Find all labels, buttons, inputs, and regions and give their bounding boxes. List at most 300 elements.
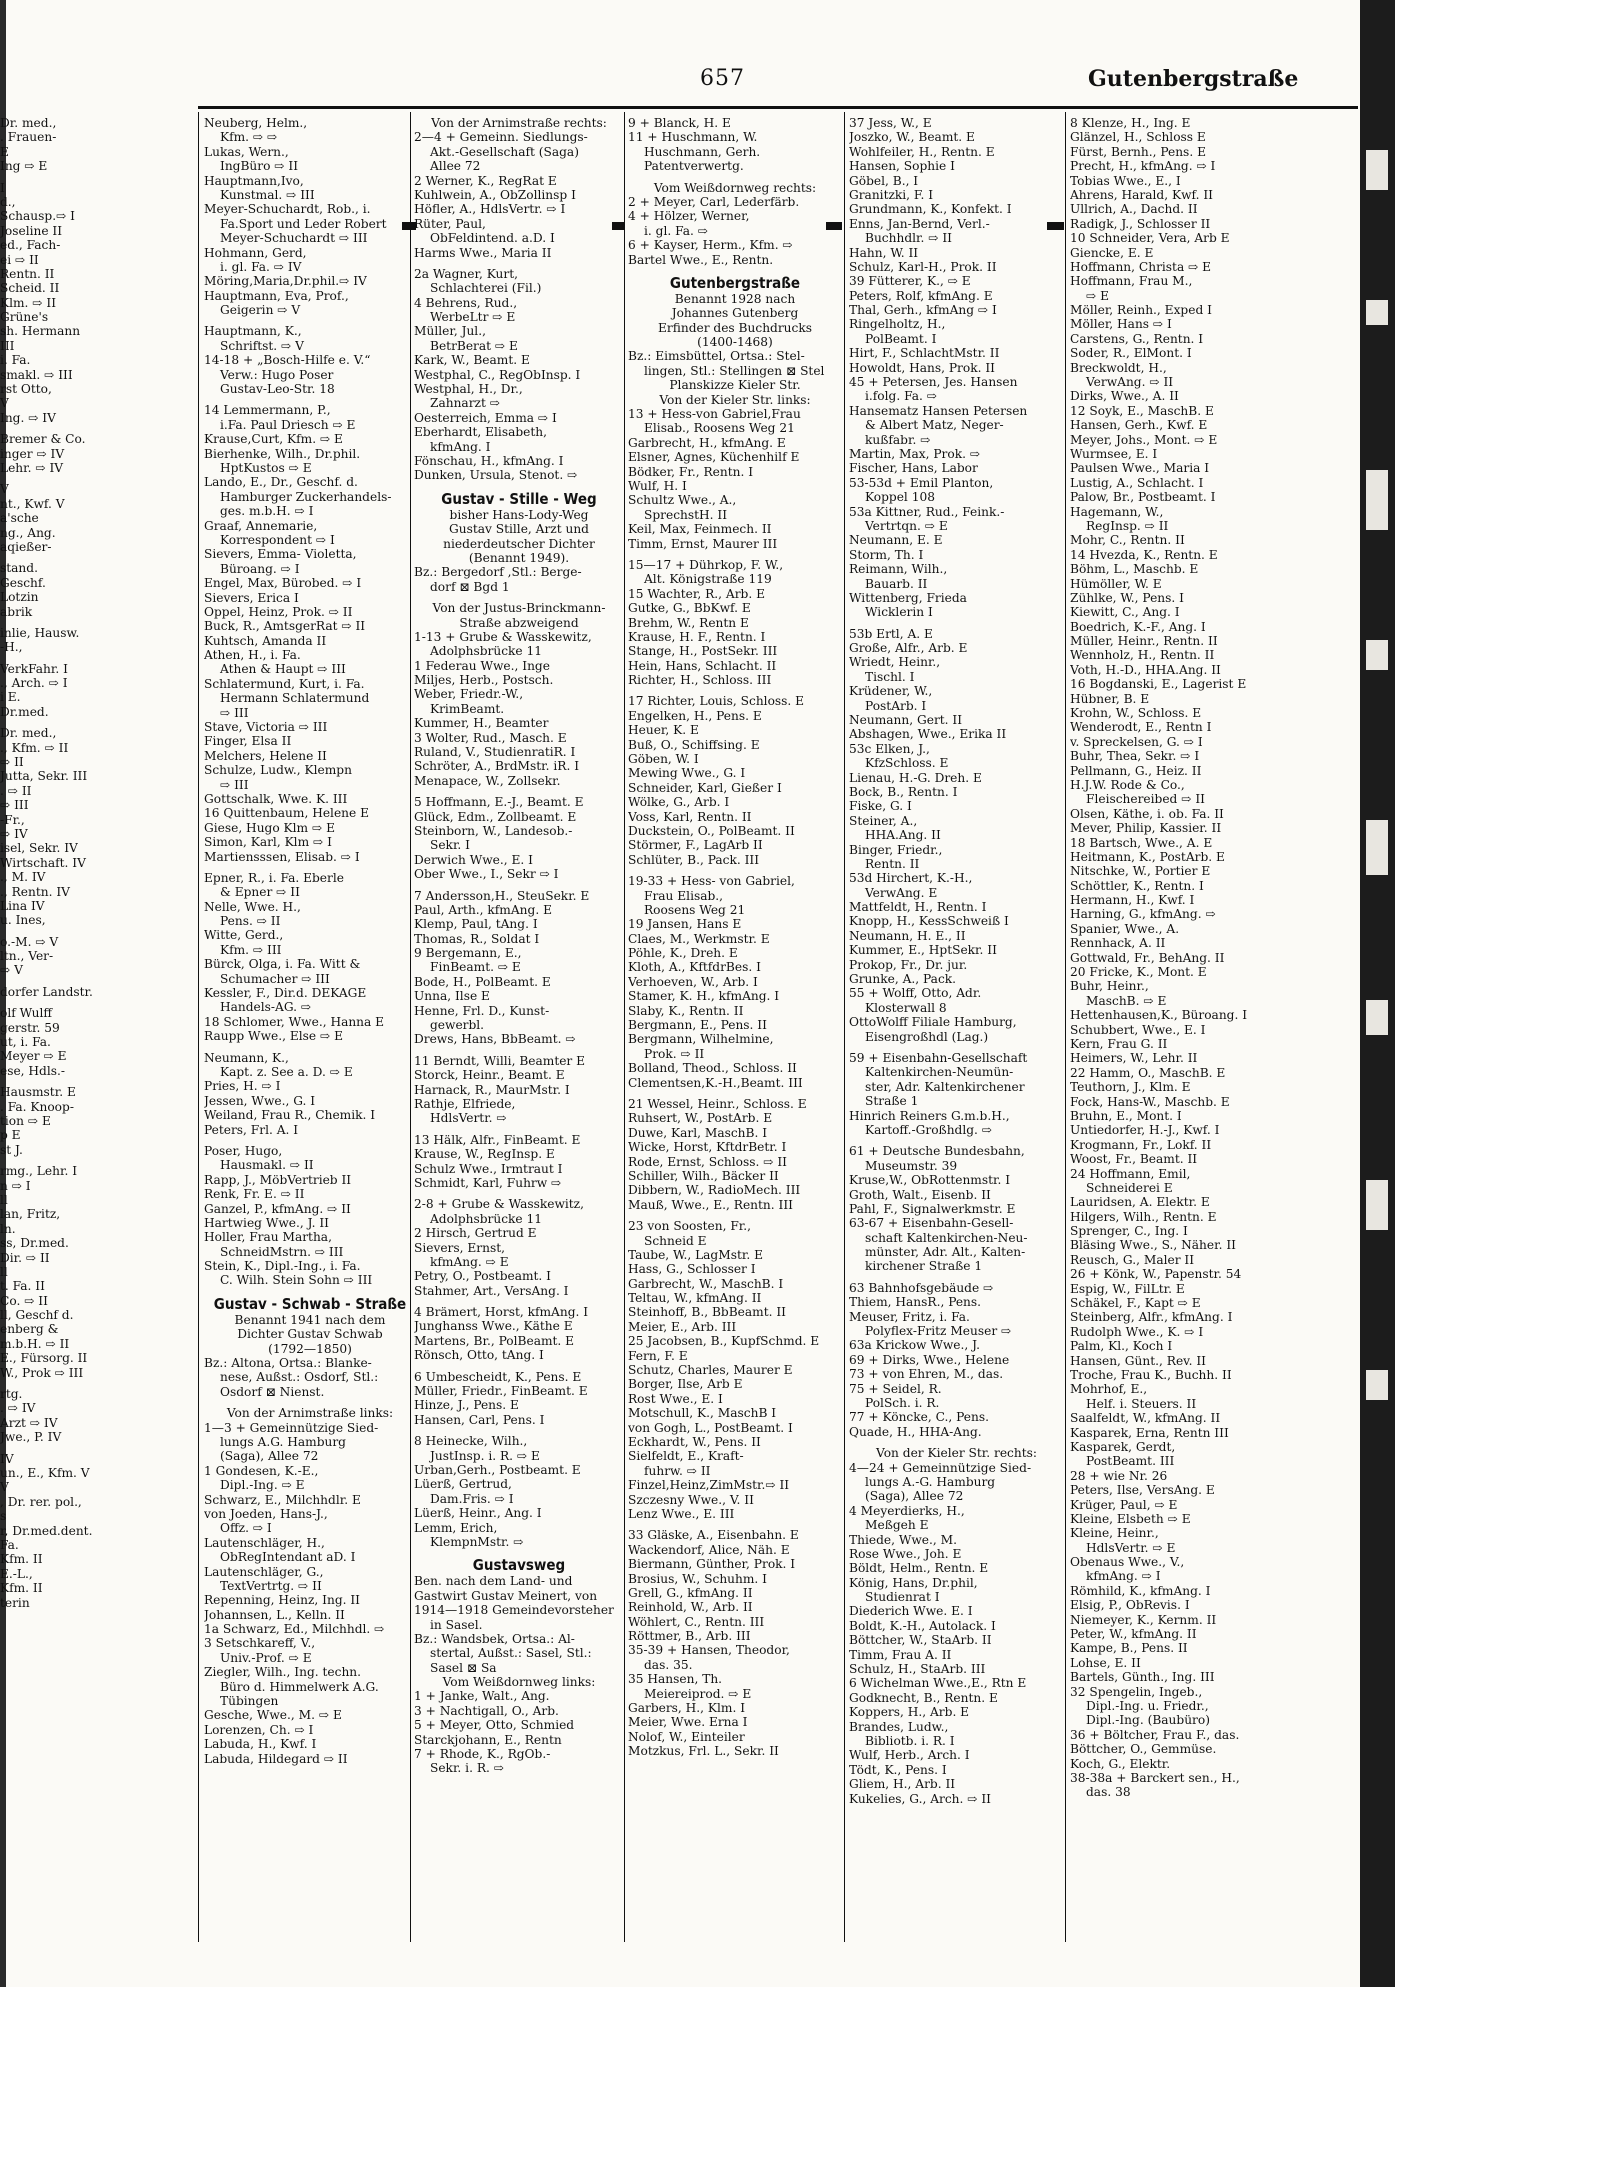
directory-entry: 38-38a + Barckert sen., H., [1070,1770,1240,1785]
directory-entry: 1 + Janke, Walt., Ang. [414,1689,550,1704]
entry-continuation: Verw.: Hugo Poser [220,367,334,382]
entry-continuation: Athen & Haupt ⇨ III [220,662,346,677]
directory-entry: Neumann, H. E., II [849,928,966,943]
directory-entry: tion ⇨ E [0,1114,51,1128]
directory-entry: Holler, Frau Martha, [204,1230,332,1245]
directory-entry: Schubbert, Wwe., E. I [1070,1022,1206,1037]
directory-entry: 2 + Meyer, Carl, Lederfärb. [628,194,800,209]
directory-entry: nt., Kwf. V [0,496,65,511]
directory-entry: Stange, H., PostSekr. III [628,644,778,659]
directory-entry: Nitschke, W., Portier E [1070,864,1211,879]
entry-continuation: kfmAng. ⇨ E [430,1254,509,1269]
directory-entry: ., Kfm. ⇨ II [0,740,69,755]
directory-entry: Precht, H., kfmAng. ⇨ I [1070,159,1216,174]
directory-entry: Tobias Wwe., E., I [1070,173,1181,188]
entry-continuation: Kapt. z. See a. D. ⇨ E [220,1065,353,1079]
directory-entry: Dr. med., [0,726,57,741]
directory-entry: Rudolph Wwe., K. ⇨ I [1070,1324,1204,1339]
street-note: Von der Kieler Str. rechts: [876,1446,1037,1461]
directory-entry: Lotzin [0,590,39,605]
directory-entry: Hansen, Gerh., Kwf. E [1070,418,1208,433]
directory-entry: Hinze, J., Pens. E [414,1398,519,1413]
entry-continuation: Korrespondent ⇨ I [220,532,335,547]
directory-entry: Wirtschaft. IV [0,855,86,870]
directory-entry: 53b Ertl, A. E [849,626,933,641]
directory-entry: Abshagen, Wwe., Erika II [849,727,1007,742]
spacer [0,978,120,985]
directory-entry: Pöhle, K., Dreh. E [628,946,738,961]
directory-entry: ⇨ IV [0,826,28,841]
entry-continuation: Meiereiprod. ⇨ E [644,1686,752,1701]
entry-continuation: Dipl.-Ing. u. Friedr., [1086,1698,1209,1713]
entry-continuation: Bibliotb. i. R. I [865,1733,955,1748]
entry-continuation: Klosterwall 8 [865,1000,947,1015]
directory-entry: aqießer- [0,539,52,554]
directory-entry: Neumann, Gert. II [849,713,963,728]
spacer [414,1549,624,1556]
directory-entry: -Fr., [0,812,25,827]
directory-entry: 9 Bergemann, E., [414,946,522,961]
directory-entry: Zühlke, W., Pens. I [1070,590,1184,605]
spacer [0,475,120,482]
entry-continuation: Polyflex-Fritz Meuser ⇨ [865,1324,1012,1339]
spacer [849,1044,1064,1051]
directory-entry: Schwarz, E., Milchhdlr. E [204,1492,361,1507]
directory-entry: ln. [0,1221,16,1236]
entry-continuation: Prok. ⇨ II [644,1046,705,1061]
entry-continuation: Rentn. II [865,856,920,871]
entry-continuation: TextVertrtg. ⇨ II [220,1578,322,1593]
directory-entry: Kfm. II [0,1581,43,1596]
directory-entry: Thiede, Wwe., M. [849,1532,957,1547]
directory-entry: Oppel, Heinz, Prok. ⇨ II [204,604,353,619]
directory-entry: E., Fürsorg. II [0,1351,88,1366]
entry-continuation: kirchener Straße 1 [865,1259,983,1274]
directory-entry: Klm. ⇨ II [0,295,57,310]
directory-entry: Carstens, G., Rentn. I [1070,331,1204,346]
directory-entry: Dir. ⇨ II [0,1250,50,1265]
directory-entry: Westphal, C., RegObInsp. I [414,367,581,382]
directory-entry: abrik [0,604,33,619]
directory-entry: Brehm, W., Rentn E [628,615,749,630]
directory-entry: 3 + Nachtigall, O., Arb. [414,1703,559,1718]
directory-entry: i E. [0,690,21,705]
directory-entry: olf Wulff [0,1006,53,1021]
directory-entry: Elsig, P., ObRevis. I [1070,1598,1190,1613]
entry-continuation: Dam.Fris. ⇨ I [430,1491,514,1506]
directory-entry: Westphal, H., Dr., [414,382,523,397]
directory-entry: ng., Ang. [0,525,56,540]
directory-entry: rmg., Lehr. I [0,1164,78,1179]
directory-entry: Schlüter, B., Pack. III [628,852,760,867]
spacer [0,1157,120,1164]
directory-entry: V [0,1480,9,1495]
directory-entry: 11 Berndt, Willi, Beamter E [414,1053,586,1068]
street-note: Von der Arnimstraße links: [226,1406,394,1421]
directory-entry: Buck, R., AmtsgerRat ⇨ II [204,619,366,634]
directory-entry: -H., [0,640,23,655]
entry-continuation: HHA.Ang. II [865,828,941,843]
directory-entry: rst Otto, [0,382,52,397]
entry-continuation: Hamburger Zuckerhandels- [220,489,392,504]
directory-entry: terin [0,1595,30,1610]
directory-entry: 22 Hamm, O., MaschB. E [1070,1065,1226,1080]
directory-entry: 2 Hirsch, Gertrud E [414,1226,537,1241]
spacer [204,396,416,403]
directory-entry: Buhr, Heinr., [1070,979,1149,994]
directory-entry: ll [0,1192,8,1207]
directory-entry: v. Spreckelsen, G. ⇨ I [1070,734,1203,749]
directory-entry: Göben, W. I [628,752,699,767]
directory-entry: Grüne's [0,310,49,325]
directory-entry: . Fa. Knoop- [0,1099,74,1114]
directory-entry: Krohn, W., Schloss. E [1070,706,1202,721]
directory-entry: ed., Fach- [0,238,61,253]
street-note: Benannt 1928 nach [674,291,796,306]
directory-entry: Boedrich, K.-F., Ang. I [1070,619,1206,634]
directory-entry: Finzel,Heinz,ZimMstr.⇨ II [628,1478,790,1493]
directory-entry: Hoffmann, Frau M., [1070,274,1193,289]
directory-entry: Lienau, H.-G. Dreh. E [849,770,982,785]
directory-entry: Wackendorf, Alice, Näh. E [628,1542,790,1557]
directory-entry: 21 Wessel, Heinr., Schloss. E [628,1097,807,1111]
directory-entry: Heuer, K. E [628,723,699,738]
directory-entry: Nolof, W., Einteiler [628,1729,745,1744]
spacer [628,1521,842,1528]
directory-entry: Eckhardt, W., Pens. II [628,1434,761,1449]
directory-entry: Labuda, Hildegard ⇨ II [204,1751,348,1766]
spacer [628,1090,842,1097]
directory-entry: 2-8 + Grube & Wasskewitz, [414,1197,584,1212]
column-divider [198,112,199,1942]
directory-entry: Kummer, E., HptSekr. II [849,943,997,958]
directory-entry: ll [0,1264,8,1279]
directory-entry: 6 + Kayser, Herm., Kfm. ⇨ [628,238,793,253]
directory-entry: 18 Bartsch, Wwe., A. E [1070,835,1213,850]
spacer [204,864,416,871]
directory-entry: Szczesny Wwe., V. II [628,1492,754,1507]
directory-column-6 [1070,116,1290,1946]
directory-entry: V [0,482,9,497]
directory-entry: Wicke, Horst, KftdrBetr. I [628,1140,787,1155]
directory-entry: Giese, Hugo Klm ⇨ E [204,820,335,835]
directory-entry: Lorenzen, Ch. ⇨ I [204,1722,314,1737]
directory-entry: Lüerß, Heinr., Ang. I [414,1506,542,1521]
directory-entry: Thiem, HansR., Pens. [849,1295,982,1310]
directory-entry: un., E., Kfm. V [0,1465,90,1480]
directory-entry: 4 Behrens, Rud., [414,295,518,310]
directory-entry: Schröter, A., BrdMstr. iR. I [414,759,580,774]
directory-entry: Junghanss Wwe., Käthe E [414,1319,573,1334]
spacer [204,1137,416,1144]
directory-entry: Howoldt, Hans, Prok. II [849,360,995,375]
directory-entry: m.b.H. ⇨ II [0,1336,70,1351]
directory-entry: Fa. [0,1537,19,1552]
spacer [0,999,120,1006]
directory-entry: 7 + Rhode, K., RgOb.- [414,1747,551,1762]
directory-entry: Biermann, Günther, Prok. I [628,1557,796,1572]
section-rule [1047,222,1064,230]
directory-entry: . ⇨ IV [0,1401,36,1416]
directory-entry: Müller, Friedr., FinBeamt. E [414,1384,588,1399]
directory-entry: 8 Heinecke, Wilh., [414,1434,528,1449]
entry-continuation: SprechstH. II [644,507,728,522]
directory-entry: Peters, Frl. A. I [204,1122,299,1137]
directory-entry: Bödker, Fr., Rentn. I [628,464,754,479]
entry-continuation: i. gl. Fa. ⇨ IV [220,259,302,274]
directory-entry: Bz.: Altona, Ortsa.: Blanke- [204,1356,372,1371]
directory-entry: Martiensssen, Elisab. ⇨ I [204,849,360,864]
spacer [414,1126,624,1133]
directory-entry: I [0,180,5,195]
entry-continuation: i.Fa. Paul Driesch ⇨ E [220,417,356,432]
entry-continuation: Bauarb. II [865,576,928,591]
directory-entry: Granitzki, F. I [849,187,934,202]
directory-entry: Meyer, Johs., Mont. ⇨ E [1070,432,1218,447]
directory-entry: ese, Hdls.- [0,1063,66,1078]
entry-continuation: Offz. ⇨ I [220,1521,272,1536]
spacer [628,1212,842,1219]
spacer [628,174,842,181]
directory-entry: von Gogh, L., PostBeamt. I [628,1420,793,1435]
entry-continuation: Frau Elisab., [644,888,724,903]
directory-entry: p E [0,1128,21,1143]
directory-entry: Hübner, B. E [1070,691,1150,706]
directory-entry: 19 Jansen, Hans E [628,917,742,932]
directory-entry: Witte, Gerd., [204,928,284,943]
directory-entry: ut, i. Fa. [0,1035,51,1050]
street-note: bisher Hans-Lody-Weg [449,507,589,522]
column-divider [624,112,625,1942]
spacer [628,867,842,874]
directory-entry: Soder, R., ElMont. I [1070,346,1192,361]
directory-entry: Elsner, Agnes, Küchenhilf E [628,450,800,465]
street-note: Vom Weißdornweg links: [442,1675,596,1690]
directory-entry: Ahrens, Harald, Kwf. II [1070,187,1213,202]
directory-entry: Bierhenke, Wilh., Dr.phil. [204,446,361,461]
directory-entry: Rentn. II [0,266,55,281]
directory-entry: Niemeyer, K., Kernm. II [1070,1612,1217,1627]
directory-entry: Lenz Wwe., E. III [628,1506,735,1521]
header-rule [198,106,1358,109]
directory-entry: Hausmstr. E [0,1085,76,1100]
directory-entry: V [0,396,9,411]
directory-entry: 39 Fütterer, K., ⇨ E [849,274,971,289]
directory-entry: Gastwirt Gustav Meinert, von [414,1588,598,1603]
directory-entry: Pellmann, G., Heiz. II [1070,763,1202,778]
entry-continuation: Büroang. ⇨ I [220,561,300,576]
spacer [628,267,842,274]
spacer [849,1137,1064,1144]
directory-entry: Bremer & Co. [0,432,86,447]
directory-entry: Timm, Frau A. II [849,1647,952,1662]
directory-entry: Wittenberg, Frieda [849,590,967,605]
directory-entry: Wöhlert, C., Rentn. III [628,1614,765,1629]
directory-entry: 37 Jess, W., E [849,116,932,130]
directory-entry: Gottwald, Fr., BehAng. II [1070,950,1225,965]
directory-entry: Hansen, Günt., Rev. II [1070,1353,1206,1368]
directory-entry: Engel, Max, Bürobed. ⇨ I [204,576,362,591]
directory-entry: 6 Umbescheidt, K., Pens. E [414,1369,582,1384]
directory-entry: ltn., Ver- [0,949,54,964]
directory-entry: Kiewitt, C., Ang. I [1070,605,1180,620]
entry-continuation: Dipl.-Ing. ⇨ E [220,1478,305,1493]
directory-entry: Dunken, Ursula, Stenot. ⇨ [414,468,578,483]
entry-continuation: Elisab., Roosens Weg 21 [644,421,795,436]
entry-continuation: Sekr. i. R. ⇨ [430,1761,504,1776]
directory-entry: IV [0,1451,14,1466]
directory-entry: Schneider, Karl, Gießer I [628,780,782,795]
entry-continuation: lingen, Stl.: Stellingen ⊠ Stel [644,363,825,378]
spacer [849,1274,1064,1281]
entry-continuation: münster, Adr. Alt., Kalten- [865,1245,1026,1260]
directory-entry: Kleine, Elsbeth ⇨ E [1070,1511,1191,1526]
directory-entry: Koch, G., Elektr. [1070,1756,1171,1771]
street-note: Von der Kieler Str. links: [659,392,811,407]
spacer [0,619,120,626]
entry-continuation: Meyer-Schuchardt ⇨ III [220,231,368,246]
spacer [849,1439,1064,1446]
directory-entry: Scheid. II [0,281,60,296]
directory-entry: Koppers, H., Arb. E [849,1705,970,1720]
directory-entry: Athen, H., i. Fa. [204,648,301,663]
directory-entry: Sielfeldt, E., Kraft- [628,1449,744,1464]
directory-entry: 16 Bogdanski, E., Lagerist E [1070,677,1247,692]
directory-entry: 9 + Blanck, H. E [628,116,731,130]
directory-entry: 4 Meyerdierks, H., [849,1503,965,1518]
directory-entry: 61 + Deutsche Bundesbahn, [849,1144,1025,1159]
directory-entry: Brandes, Ludw., [849,1719,949,1734]
entry-continuation: Kartoff.-Großhdlg. ⇨ [865,1122,992,1137]
directory-entry: Krogmann, Fr., Lokf. II [1070,1137,1212,1152]
entry-continuation: Schneid E [644,1233,707,1248]
directory-entry: 23 von Soosten, Fr., [628,1219,752,1234]
directory-entry: Lemm, Erich, [414,1520,498,1535]
directory-entry: 4 Brämert, Horst, kfmAng. I [414,1305,589,1320]
entry-continuation: (Saga), Allee 72 [865,1489,964,1504]
directory-entry: Wriedt, Heinr., [849,655,941,670]
directory-entry: Meuser, Fritz, i. Fa. [849,1309,970,1324]
directory-entry: Böhm, L., Maschb. E [1070,562,1199,577]
directory-entry: Drews, Hans, BbBeamt. ⇨ [414,1032,576,1047]
directory-entry: Kukelies, G., Arch. ⇨ II [849,1791,991,1806]
directory-entry: Bz.: Bergedorf ,Stl.: Berge- [414,565,582,580]
directory-entry: Schiller, Wilh., Bäcker II [628,1168,779,1183]
entry-continuation: ObFeldintend. a.D. I [430,231,555,246]
directory-entry: Hinrich Reiners G.m.b.H., [849,1108,1010,1123]
directory-entry: 2 Werner, K., RegRat E [414,173,557,188]
directory-entry: ⇨ II [0,755,24,770]
entry-continuation: Kfm. ⇨ ⇨ [220,130,278,145]
directory-column-4 [628,116,842,1946]
directory-entry: Derwich Wwe., E. I [414,852,533,867]
directory-entry: Schulz Wwe., Irmtraut I [414,1161,563,1176]
directory-entry: 77 + Köncke, C., Pens. [849,1410,989,1425]
entry-continuation: & Epner ⇨ II [220,885,300,900]
directory-entry: Henne, Frl. D., Kunst- [414,1003,550,1018]
directory-entry: Bz.: Eimsbüttel, Ortsa.: Stel- [628,349,805,364]
directory-entry: Arzt ⇨ IV [0,1415,58,1430]
directory-entry: Sievers, Ernst, [414,1240,505,1255]
directory-entry: Römhild, K., kfmAng. I [1070,1583,1211,1598]
directory-entry: Ringelholtz, H., [849,317,946,332]
entry-continuation: stertal, Außst.: Sasel, Stl.: [430,1646,592,1661]
entry-continuation: Fleischereibed ⇨ II [1086,792,1205,807]
directory-entry: 24 Hoffmann, Emil, [1070,1166,1191,1181]
entry-continuation: KlempnMstr. ⇨ [430,1534,524,1549]
directory-entry: Voth, H.-D., HHA.Ang. II [1070,662,1221,677]
directory-entry: Bartels, Günth., Ing. III [1070,1670,1215,1685]
directory-entry: Rose Wwe., Joh. E [849,1546,962,1561]
directory-entry: Stave, Victoria ⇨ III [204,720,328,735]
directory-entry: 14 Lemmermann, P., [204,403,331,418]
directory-entry: 63-67 + Eisenbahn-Gesell- [849,1216,1014,1231]
directory-entry: 15 Wachter, R., Arb. E [628,586,766,601]
directory-entry: Schausp.⇨ I [0,209,75,224]
directory-entry: a'sche [0,511,39,526]
directory-entry: Motzkus, Frl. L., Sekr. II [628,1744,779,1759]
directory-entry: Meyer-Schuchardt, Rob., i. [204,202,371,217]
directory-entry: 26 + Könk, W., Papenstr. 54 [1070,1267,1242,1282]
entry-continuation: ⇨ E [1086,288,1109,303]
spacer [0,425,120,432]
directory-entry: Große, Alfr., Arb. E [849,641,968,656]
entry-continuation: kfmAng. ⇨ I [1086,1569,1161,1584]
entry-continuation: Kaltenkirchen-Neumün- [865,1065,1014,1080]
directory-entry: Bergmann, E., Pens. II [628,1018,767,1033]
directory-entry: Wulf, Herb., Arch. I [849,1748,970,1763]
directory-entry: Harning, G., kfmAng. ⇨ [1070,907,1216,922]
directory-entry: Mever, Philip, Kassier. II [1070,821,1222,836]
street-note: (1400-1468) [697,335,773,350]
directory-entry: 25 Jacobsen, B., KupfSchmd. E [628,1334,820,1349]
directory-entry: Epner, R., i. Fa. Eberle [204,870,344,885]
entry-continuation: Handels-AG. ⇨ [220,1000,312,1015]
directory-entry: 20 Fricke, K., Mont. E [1070,965,1207,980]
spacer [414,1047,624,1054]
directory-entry: Buß, O., Schiffsing. E [628,737,760,752]
directory-entry: Lando, E., Dr., Geschf. d. [204,475,358,490]
directory-entry: Schulz, Karl-H., Prok. II [849,259,997,274]
directory-entry: Ruhsert, W., PostArb. E [628,1111,773,1126]
directory-entry: Kloth, A., KftfdrBes. I [628,960,761,975]
entry-continuation: gewerbl. [430,1018,485,1033]
directory-entry: Peters, Ilse, VersAng. E [1070,1483,1215,1498]
directory-entry: Paulsen Wwe., Maria I [1070,461,1210,476]
entry-continuation: PostArb. I [865,698,927,713]
entry-continuation: Geigerin ⇨ V [220,303,301,318]
directory-entry: Groth, Walt., Eisenb. II [849,1187,991,1202]
entry-continuation: ObRegIntendant aD. I [220,1550,356,1565]
directory-entry: d., [0,194,16,209]
entry-continuation: VerwAng. E [865,885,938,900]
entry-continuation: HdlsVertr. ⇨ E [1086,1540,1176,1555]
directory-column-5 [849,116,1064,1946]
directory-entry: Neumann, E. E [849,533,943,548]
directory-entry: Ziegler, Wilh., Ing. techn. [204,1665,362,1680]
directory-entry: Hümöller, W. E [1070,576,1162,591]
directory-entry: 5 + Meyer, Otto, Schmied [414,1718,575,1733]
street-note: Straße abzweigend [459,615,579,630]
entry-continuation: Gustav-Leo-Str. 18 [220,382,335,397]
directory-entry: , Dr. rer. pol., [0,1494,82,1509]
entry-continuation: Museumstr. 39 [865,1158,958,1173]
directory-entry: Menapace, W., Zollsekr. [414,773,561,788]
directory-entry: 11 + Huschmann, W. [628,130,758,145]
directory-entry: 14-18 + „Bosch-Hilfe e. V.“ [204,353,371,368]
directory-entry: Gesche, Wwe., M. ⇨ E [204,1708,342,1723]
directory-entry: Mewing Wwe., G. I [628,766,746,781]
